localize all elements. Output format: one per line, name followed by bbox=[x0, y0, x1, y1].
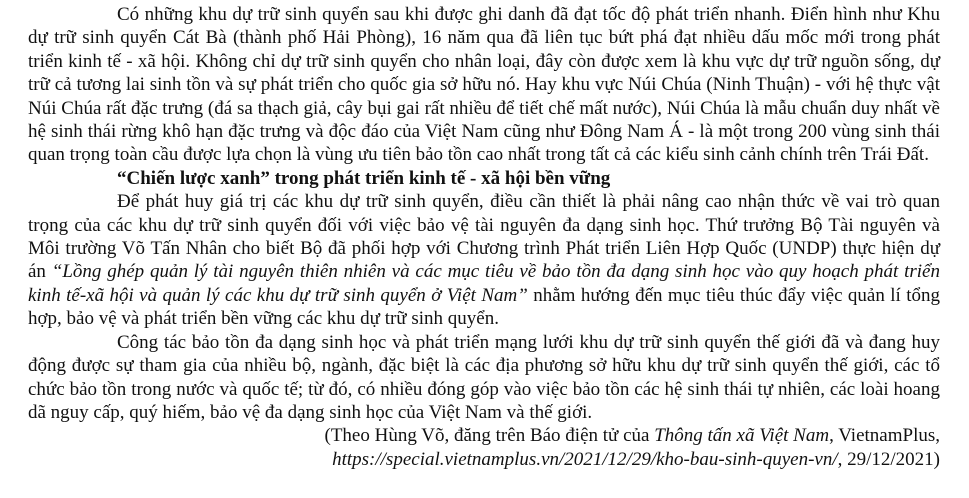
source-url: https://special.vietnamplus.vn/2021/12/29/kho-bau-sinh-quyen-vn/ bbox=[332, 448, 838, 470]
project-title: “Lồng ghép quản lý tài nguyên thiên nhiên và các mục tiêu về bảo tồn đa dạng sinh học vào quy hoạch phát triển kinh tế-xã hội và quản lý các khu dự trữ sinh quyển ở Việt Nam” bbox=[28, 261, 940, 306]
source-middle: , VietnamPlus, bbox=[829, 425, 940, 447]
article-excerpt bbox=[28, 3, 940, 471]
section-heading: “Chiến lược xanh” trong phát triển kinh tế - xã hội bền vững bbox=[117, 167, 611, 189]
source-citation bbox=[28, 424, 940, 471]
source-publication: Thông tấn xã Việt Nam bbox=[654, 425, 830, 447]
source-date: , 29/12/2021) bbox=[837, 448, 940, 470]
paragraph-text-before: Để phát huy giá trị các khu dự trữ sinh quyển, điều cần thiết là phải nâng cao nhận thức về vai trò quan trọng của các khu dự trữ sinh quyển đối với việc bảo vệ tài nguyên đa dạng sinh học. Thứ trưởng Bộ Tài nguyên và Môi trường Võ Tấn Nhân cho biết Bộ đã phối hợp với Chương trình Phát triển Liên Hợp Quốc (UNDP) thực hiện dự án bbox=[28, 191, 940, 283]
source-prefix: (Theo Hùng Võ, đăng trên Báo điện tử của bbox=[324, 425, 655, 447]
paragraph-bio-reserves-growth: Có những khu dự trữ sinh quyển sau khi được ghi danh đã đạt tốc độ phát triển nhanh. Điển hình như Khu dự trữ sinh quyển Cát Bà (thành phố Hải Phòng), 16 năm qua đã liên tục bứt phá đạt nhiều dấu mốc mới trong phát triển kinh tế - xã hội. Không chỉ dự trữ sinh quyển cho nhân loại, đây còn được xem là khu vực dự trữ nguồn sống, dự trữ cả tương lai sinh tồn và sự phát triển cho quốc gia sở hữu nó. Hay khu vực Núi Chúa (Ninh Thuận) - với hệ thực vật Núi Chúa rất đặc trưng (đá sa thạch giả, cây bụi gai rất nhiều để tiết chế mất nước), Núi Chúa là mẫu chuẩn duy nhất về hệ sinh thái rừng khô hạn đặc trưng và độc đáo của Việt Nam cũng như Đông Nam Á - là một trong 200 vùng sinh thái quan trọng toàn cầu được lựa chọn là vùng ưu tiên bảo tồn cao nhất trong tất cả các kiểu sinh cảnh chính trên Trái Đất. bbox=[28, 4, 940, 166]
paragraph-awareness-project bbox=[28, 190, 940, 330]
paragraph-conservation-efforts: Công tác bảo tồn đa dạng sinh học và phát triển mạng lưới khu dự trữ sinh quyển thế giới đã và đang huy động được sự tham gia của nhiều bộ, ngành, đặc biệt là các địa phương sở hữu khu dự trữ sinh quyển thế giới, các tổ chức bảo tồn trong nước và quốc tế; từ đó, có nhiều đóng góp vào việc bảo tồn các hệ sinh thái tự nhiên, các loài hoang dã nguy cấp, quý hiếm, bảo vệ đa dạng sinh học của Việt Nam và thế giới. bbox=[28, 331, 940, 423]
paragraph-text-after: nhằm hướng đến mục tiêu thúc đẩy việc quản lí tổng hợp, bảo vệ và phát triển bền vững các khu dự trữ sinh quyển. bbox=[28, 284, 940, 330]
